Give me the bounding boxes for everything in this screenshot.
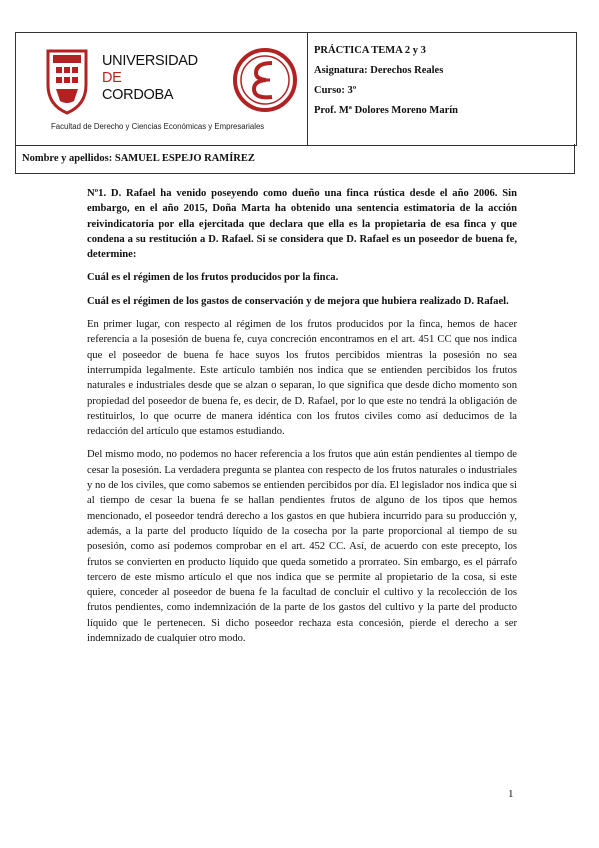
university-shield-logo	[44, 45, 90, 115]
faculty-name: Facultad de Derecho y Ciencias Económicas y Empresariales	[51, 122, 265, 131]
university-name	[102, 53, 198, 104]
subject-label: Asignatura: Derechos Reales	[314, 65, 444, 76]
answer-paragraph-2: Del mismo modo, no podemos no hacer referencia a los frutos que aún están pendientes al tiempo de cesar la posesión. La verdadera pregunta se plantea con respecto de los frutos naturales o industriales y no de los civiles, que como sabemos se entienden percibidos por día. El legislador nos indica que si al tiempo de cesar la buena fe se hallan pendientes frutos de alguno de los tipos que hemos mencionado, el poseedor tendrá derecho a los gastos en que hubiera incurrido para su producción y, además, a la parte del producto líquido de la cosecha por la parte proporcional al tiempo de su posesión, como así podemos comprobar en el art. 452 CC. Así, de acuerdo con este precepto, los frutos se convierten en producto líquido que queda sometido a prorrateo. Sin embargo, es el párrafo tercero de este mismo artículo el que nos indica que se permite al propietario de la cosa, si este quiere, conceder al poseedor de buena fe la facultad de concluir el cultivo y la recolección de los frutos pendientes, como indemnización de la parte de los gastos del cultivo y la parte del producto líquido que le pertenecen. Si dicho poseedor rechaza esta concesión, pierde el derecho a ser indemnizado de cualquier otro modo.	[87, 449, 517, 645]
document-body	[87, 186, 517, 654]
page-number: 1	[508, 788, 514, 800]
professor-label: Prof. Mª Dolores Moreno Marín	[314, 105, 458, 116]
university-line-1: UNIVERSIDAD	[102, 53, 198, 69]
university-line-2: DE	[102, 70, 122, 86]
faculty-seal-logo	[232, 47, 298, 113]
university-line-3: CORDOBA	[102, 87, 174, 103]
question-2: Cuál es el régimen de los gastos de conservación y de mejora que hubiera realizado D. Rafael.	[87, 295, 509, 307]
header-table	[15, 32, 577, 146]
practice-title: PRÁCTICA TEMA 2 y 3	[314, 45, 426, 56]
logo-cell	[16, 33, 308, 145]
student-name: Nombre y apellidos: SAMUEL ESPEJO RAMÍREZ	[15, 144, 575, 174]
course-label: Curso: 3º	[314, 85, 357, 96]
practice-info	[308, 33, 576, 145]
answer-paragraph-1: En primer lugar, con respecto al régimen de los frutos producidos por la finca, hemos de hacer referencia a la posesión de buena fe, cuya concreción encontramos en el art. 451 CC que nos indica que el poseedor de buena fe hace suyos los frutos percibidos mientras la posesión no sea interrumpida legalmente. Este artículo también nos indica que se entienden percibidos los frutos naturales e industriales desde que se alzan o separan, lo que significa que desde dicho momento son propiedad del poseedor de buena fe, es decir, de D. Rafael, por lo que este no tendrá la obligación de restituirlos, lo que ocurre de manera idéntica con los frutos civiles como así deducimos de la redacción del artículo que estamos estudiando.	[87, 319, 517, 438]
question-statement: Nº1. D. Rafael ha venido poseyendo como dueño una finca rústica desde el año 2006. Sin embargo, en el año 2015, Doña Marta ha obtenido una sentencia estimatoria de la acción reivindicatoria por ella ejercitada que declara que ella es la propietaria de esa finca y que condena a su restitución a D. Rafael. Si se considera que D. Rafael es un poseedor de buena fe, determine:	[87, 188, 517, 261]
question-1: Cuál es el régimen de los frutos producidos por la finca.	[87, 272, 339, 284]
